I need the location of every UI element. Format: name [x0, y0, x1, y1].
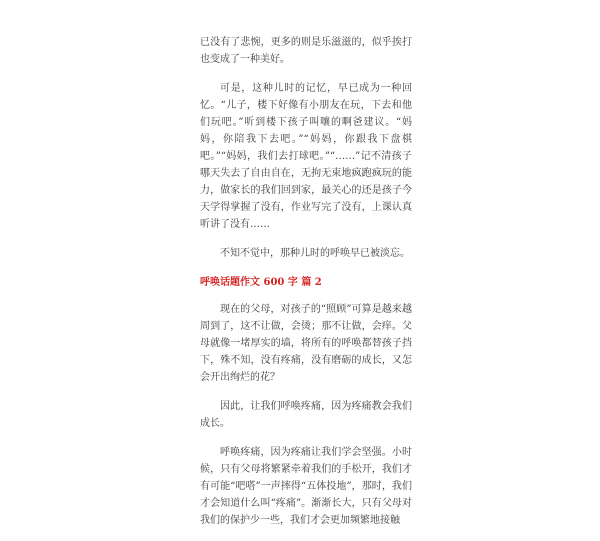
text-column — [200, 34, 412, 541]
paragraph-2: 可是，这种儿时的记忆，早已成为一种回忆。“儿子，楼下好像有小朋友在玩，下去和他们玩吧。”听到楼下孩子叫嚷的啊爸建议。“妈妈，你陪我下去吧。”“妈妈，你跟我下盘棋吧。”“妈妈，我们去打球吧。”“……”记不清孩子哪天失去了自由自在，无拘无束地疯跑疯玩的能力，做家长的我们回到家，最关心的还是孩子今天学得掌握了没有，作业写完了没有，上课认真听讲了没有…… — [200, 83, 412, 230]
paragraph-5: 因此，让我们呼唤疼痛，因为疼痛教会我们成长。 — [200, 401, 412, 429]
paragraph-3: 不知不觉中，那种儿时的呼唤早已被淡忘。 — [220, 248, 410, 259]
paragraph-4: 现在的父母，对孩子的“照顾”可算是越来越周到了，这不让做，会烫；那不让做，会痒。父母就像一堵厚实的墙，将所有的呼唤都替孩子挡下，殊不知，没有疼痛，没有磨砺的成长，又怎会开出绚烂的花？ — [200, 304, 412, 383]
paragraph-1: 已没有了悲惋，更多的则是乐滋滋的，似乎挨打也变成了一种美好。 — [200, 37, 412, 65]
paragraph-6: 呼唤疼痛，因为疼痛让我们学会坚强。小时候，只有父母将繁紧牵着我们的手松开，我们才有可能“吧嗒”一声摔得“五体投地”，那时，我们才会知道什么叫“疼痛”。渐渐长大，只有父母对我们的保护少一些，我们才会更加频繁地接触 — [200, 447, 412, 526]
section-heading: 呼唤话题作文 600 字 篇 2 — [200, 277, 322, 288]
